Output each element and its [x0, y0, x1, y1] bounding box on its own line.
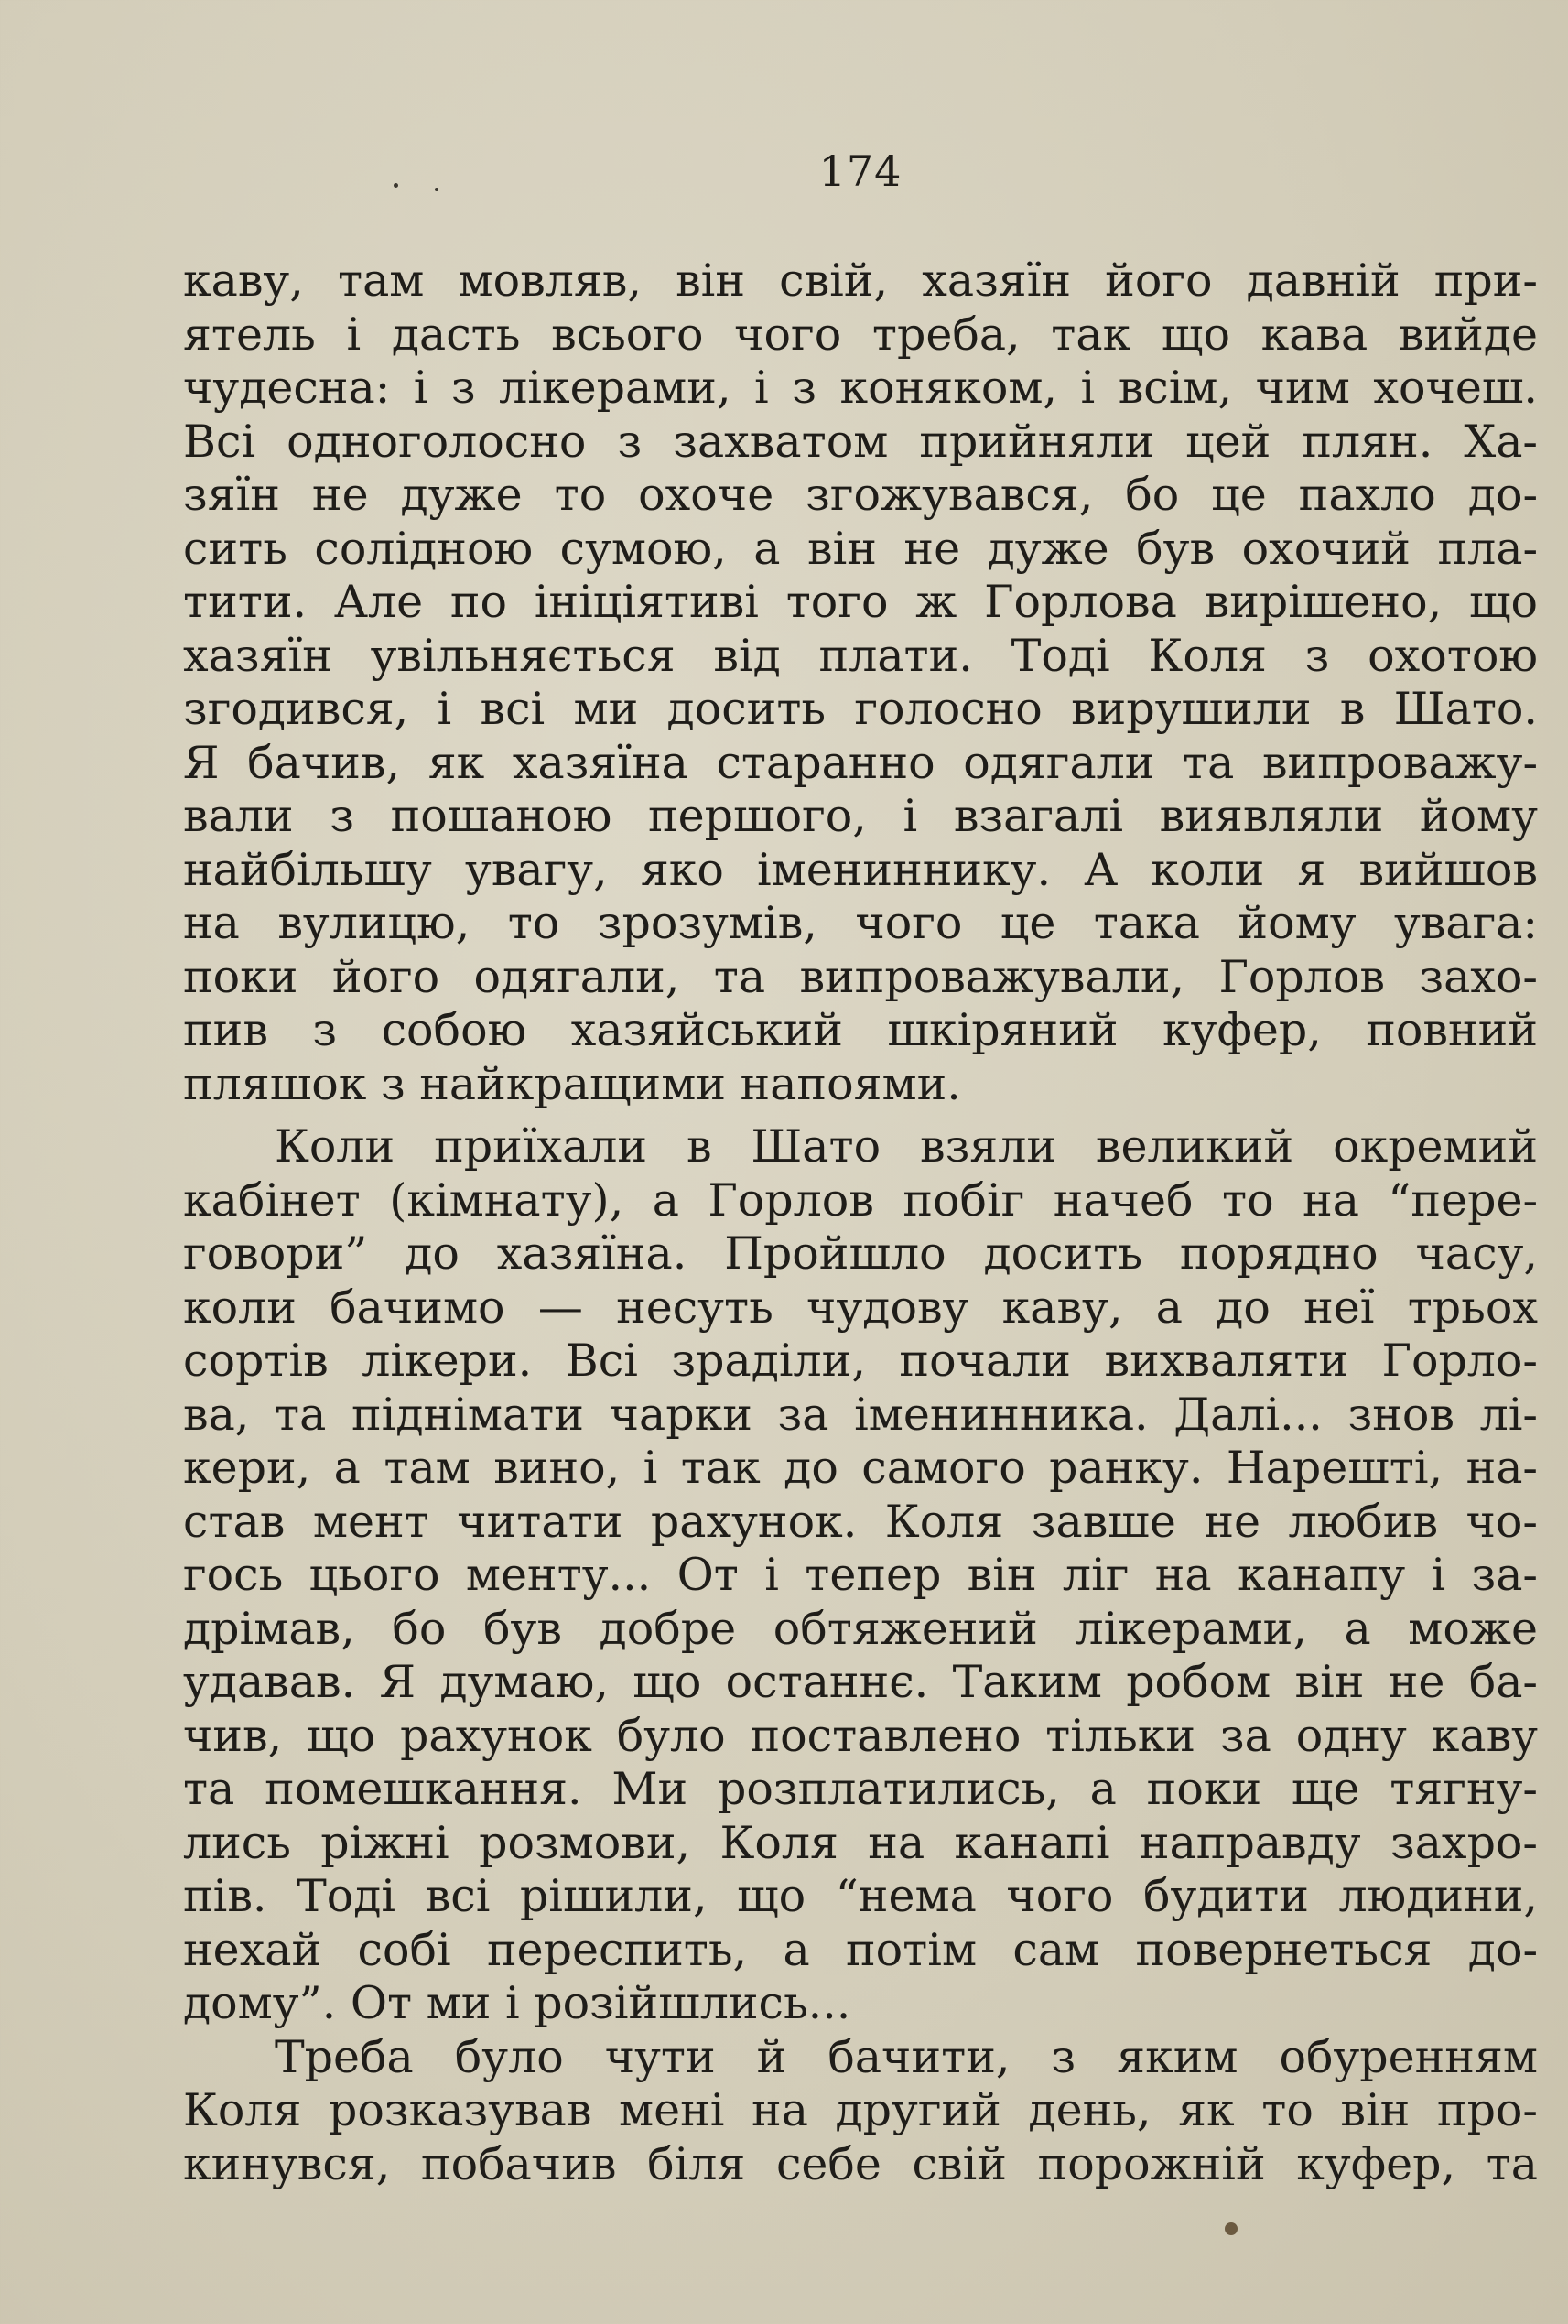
paragraph-2 [183, 1120, 1538, 2031]
text-line: Коли приїхали в Шато взяли великий окремий [275, 1120, 1538, 1173]
text-line: пляшок з найкращими напоями. [183, 1057, 961, 1110]
scan-speck [394, 183, 398, 188]
paragraph-3 [183, 2031, 1538, 2192]
text-line: пів. Тоді всі рішили, що “нема чого будити людини, [183, 1870, 1538, 1922]
text-line: дому”. От ми і розійшлись... [183, 1977, 851, 2029]
text-line: Треба було чути й бачити, з яким обуренням [275, 2030, 1538, 2083]
text-line: сить солідною сумою, а він не дуже був охочий пла- [183, 522, 1538, 575]
text-line: став мент читати рахунок. Коля завше не любив чо- [183, 1495, 1538, 1548]
page-number: 174 [818, 146, 903, 196]
text-line: пив з собою хазяйський шкіряний куфер, повний [183, 1004, 1538, 1056]
text-line: каву, там мовляв, він свій, хазяїн його давній при- [183, 254, 1538, 307]
text-line: сортів лікери. Всі зраділи, почали вихваляти Горло- [183, 1335, 1538, 1387]
text-line: кери, а там вино, і так до самого ранку. Нарешті, на- [183, 1442, 1538, 1494]
text-line: зяїн не дуже то охоче згожувався, бо це пахло до- [183, 469, 1538, 521]
text-line: хазяїн увільняється від плати. Тоді Коля з охотою [183, 629, 1538, 682]
paragraph-1 [183, 254, 1538, 1111]
text-line: дрімав, бо був добре обтяжений лікерами, а може [183, 1602, 1538, 1655]
text-line: кабінет (кімнату), а Горлов побіг начеб то на “пере- [183, 1173, 1538, 1227]
text-line: кинувся, побачив біля себе свій порожній куфер, та [183, 2137, 1538, 2190]
text-line: поки його одягали, та випроважували, Горлов захо- [183, 950, 1538, 1003]
text-line: Всі одноголосно з захватом прийняли цей плян. Ха- [183, 415, 1538, 468]
text-line: згодився, і всі ми досить голосно вирушили в Шато. [183, 683, 1538, 735]
scan-speck [435, 188, 438, 191]
text-line: гось цього менту... От і тепер він ліг на канапу і за- [183, 1549, 1538, 1601]
text-line: говори” до хазяїна. Пройшло досить порядно часу, [183, 1227, 1538, 1280]
text-line: вали з пошаною першого, і взагалі виявляли йому [183, 790, 1538, 842]
text-line: на вулицю, то зрозумів, чого це така йому увага: [183, 897, 1538, 949]
text-line: чудесна: і з лікерами, і з коняком, і всім, чим хочеш. [183, 362, 1538, 414]
text-line: та помешкання. Ми розплатились, а поки ще тягну- [183, 1763, 1538, 1815]
scan-speck [1225, 2222, 1238, 2235]
text-line: найбільшу увагу, яко імениннику. А коли я вийшов [183, 843, 1538, 896]
text-line: удавав. Я думаю, що останнє. Таким робом він не ба- [183, 1656, 1538, 1708]
body-text [183, 254, 1538, 2191]
text-line: ва, та піднімати чарки за іменинника. Далі... знов лі- [183, 1388, 1538, 1441]
text-line: Я бачив, як хазяїна старанно одягали та випроважу- [183, 736, 1538, 789]
text-line: ятель і дасть всього чого треба, так що кава вийде [183, 308, 1538, 361]
text-line: тити. Але по ініціятиві того ж Горлова вирішено, що [183, 576, 1538, 628]
text-line: лись ріжні розмови, Коля на канапі направду захро- [183, 1816, 1538, 1869]
text-line: Коля розказував мені на другий день, як то він про- [183, 2084, 1538, 2136]
text-line: чив, що рахунок було поставлено тільки за одну каву [183, 1709, 1538, 1762]
text-line: коли бачимо — несуть чудову каву, а до неї трьох [183, 1281, 1538, 1334]
text-line: нехай собі переспить, а потім сам повернеться до- [183, 1923, 1538, 1976]
